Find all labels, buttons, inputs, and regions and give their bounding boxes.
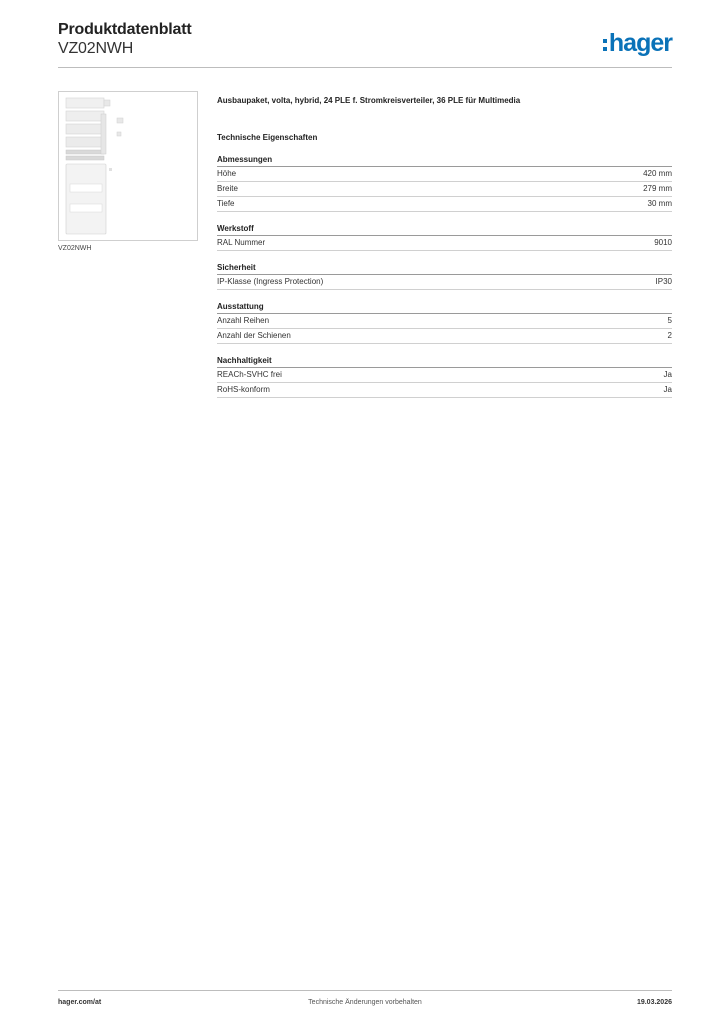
spec-label: Anzahl der Schienen (217, 331, 291, 340)
spec-group-heading: Sicherheit (217, 263, 672, 275)
specs-heading: Technische Eigenschaften (217, 133, 318, 142)
product-description: Ausbaupaket, volta, hybrid, 24 PLE f. Stromkreisverteiler, 36 PLE für Multimedia (217, 96, 521, 105)
spec-row (217, 197, 672, 212)
spec-row (217, 383, 672, 398)
spec-value: 30 mm (647, 199, 672, 208)
spec-label: REACh-SVHC frei (217, 370, 282, 379)
product-illustration-icon (59, 92, 197, 240)
spec-row (217, 275, 672, 290)
spec-group-heading: Nachhaltigkeit (217, 356, 672, 368)
spec-value: 279 mm (643, 184, 672, 193)
spec-row (217, 368, 672, 383)
spec-row (217, 314, 672, 329)
footer-divider (58, 990, 672, 991)
spec-label: RAL Nummer (217, 238, 266, 247)
page-header (58, 20, 672, 70)
spec-row (217, 329, 672, 344)
spec-row (217, 236, 672, 251)
spec-value: 420 mm (643, 169, 672, 178)
spec-group-heading: Ausstattung (217, 302, 672, 314)
logo-dots-icon (603, 39, 607, 51)
footer-website: hager.com/at (58, 999, 102, 1006)
product-details (217, 96, 672, 398)
spec-label: IP-Klasse (Ingress Protection) (217, 277, 324, 286)
product-image-caption: VZ02NWH (58, 245, 92, 252)
spec-label: Breite (217, 184, 238, 193)
spec-value: IP30 (655, 277, 672, 286)
spec-value: 9010 (654, 238, 672, 247)
product-image (58, 91, 198, 241)
product-code: VZ02NWH (58, 40, 134, 57)
spec-row (217, 182, 672, 197)
spec-label: Tiefe (217, 199, 235, 208)
header-divider (58, 67, 672, 68)
spec-group-heading: Werkstoff (217, 224, 672, 236)
spec-value: Ja (663, 370, 672, 379)
spec-label: RoHS-konform (217, 385, 270, 394)
spec-group-heading: Abmessungen (217, 155, 672, 167)
spec-row (217, 167, 672, 182)
spec-label: Anzahl Reihen (217, 316, 270, 325)
spec-value: Ja (663, 385, 672, 394)
footer-notice: Technische Änderungen vorbehalten (308, 999, 422, 1006)
logo-text: hager (608, 28, 672, 57)
footer-date: 19.03.2026 (636, 999, 672, 1006)
document-title: Produktdatenblatt (58, 21, 192, 38)
hager-logo (603, 29, 672, 57)
spec-label: Höhe (217, 169, 237, 178)
spec-groups (217, 155, 672, 398)
spec-value: 2 (667, 331, 672, 340)
spec-value: 5 (667, 316, 672, 325)
